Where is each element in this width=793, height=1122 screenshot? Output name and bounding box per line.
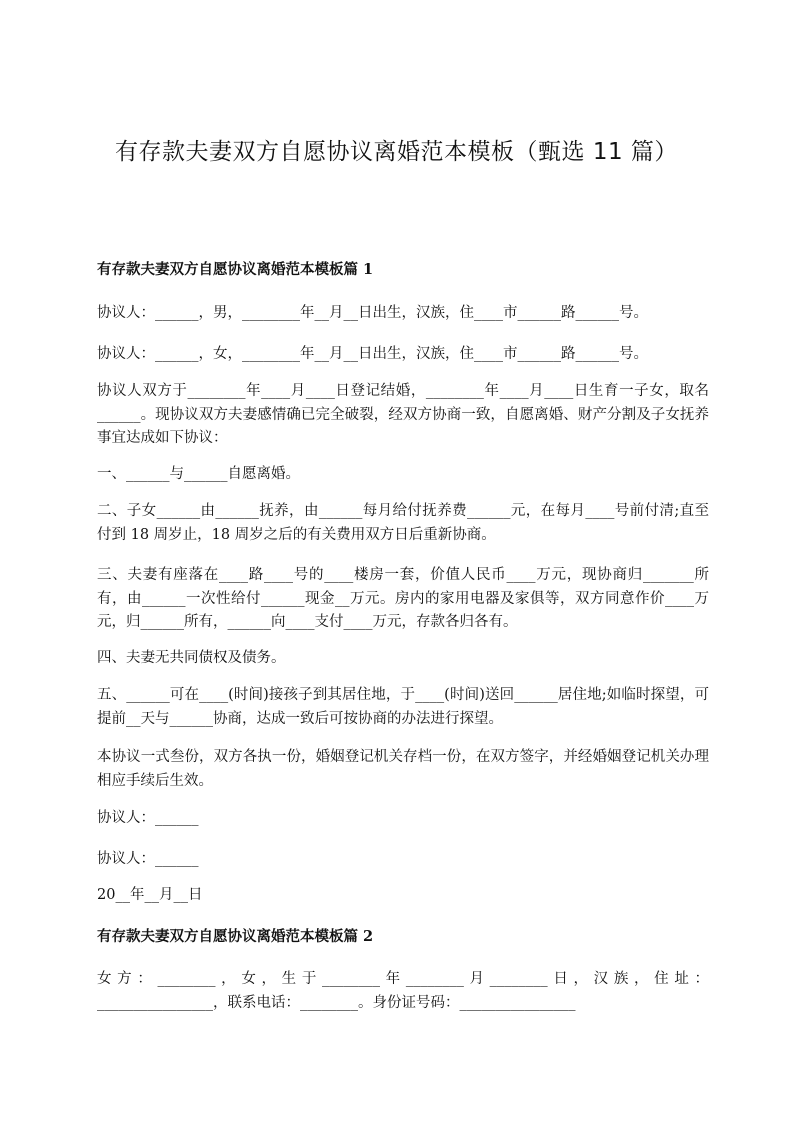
date-line: 20__年__月__日 <box>97 887 203 903</box>
party-female-line: 协议人：______，女，________年__月__日出生，汉族，住____市______路______号。 <box>97 346 648 362</box>
clause-visitation: 五、______可在____(时间)接孩子到其居住地，于____(时间)送回______居住地;如临时探望，可提前__天与______协商，达成一致后可按协商的办法进行探望。 <box>97 687 709 727</box>
signature-line-2: 协议人：______ <box>97 851 199 867</box>
section-heading-1: 有存款夫妻双方自愿协议离婚范本模板篇 1 <box>97 261 374 278</box>
clause-debts: 四、夫妻无共同债权及债务。 <box>97 650 286 666</box>
clause-property: 三、夫妻有座落在____路____号的____楼房一套，价值人民币____万元，现协商归_______所有，由______一次性给付______现金__万元。房内的家用电器及家俱等，双方同意作价____万元，归______所有，______向____支付____万元，存款各归各有。 <box>97 567 709 630</box>
clause-divorce: 一、______与______自愿离婚。 <box>97 466 300 482</box>
effectiveness-paragraph: 本协议一式叁份，双方各执一份，婚姻登记机关存档一份，在双方签字，并经婚姻登记机关办理相应手续后生效。 <box>97 749 709 789</box>
party-female-info: 女方：________，女，生于________年________月________日，汉族，住址：________________，联系电话：________。身份证号码：________________ <box>97 971 709 1011</box>
signature-line-1: 协议人：______ <box>97 810 199 826</box>
party-male-line: 协议人：______，男，________年__月__日出生，汉族，住____市______路______号。 <box>97 305 648 321</box>
section-heading-2: 有存款夫妻双方自愿协议离婚范本模板篇 2 <box>97 928 374 945</box>
marriage-statement-paragraph: 协议人双方于________年____月____日登记结婚，________年____月____日生育一子女，取名______。现协议双方夫妻感情确已完全破裂，经双方协商一致，自愿离婚、财产分割及子女抚养事宜达成如下协议： <box>97 383 709 446</box>
document-title: 有存款夫妻双方自愿协议离婚范本模板（甄选 11 篇） <box>115 139 678 165</box>
clause-child-custody: 二、子女______由______抚养，由______每月给付抚养费______元，在每月____号前付清;直至付到 18 周岁止，18 周岁之后的有关费用双方日后重新协商。 <box>97 503 709 543</box>
